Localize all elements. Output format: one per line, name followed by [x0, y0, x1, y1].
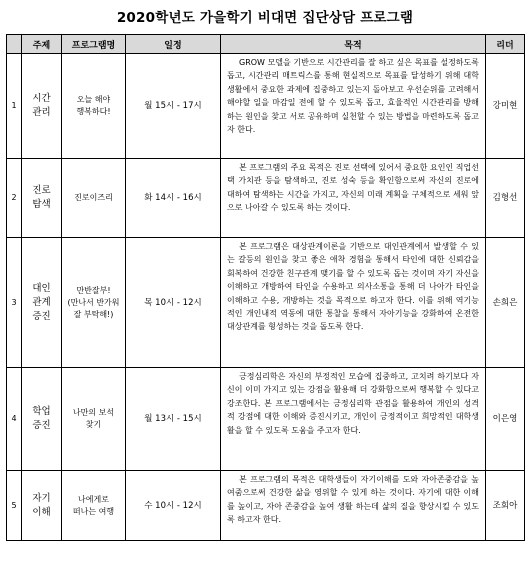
row-leader: 강미현 [486, 54, 525, 159]
row-theme: 자기 이해 [22, 471, 62, 541]
table-row [7, 368, 525, 471]
row-purpose: 긍정심리학은 자신의 부정적인 모습에 집중하고, 고치려 하기보다 자신이 이미 가지고 있는 강점을 활용해 더 강화함으로써 행복할 수 있다고 강조한다. 본 프로그램에서는 긍정심리학 관점을 활용하여 개인의 성격적 강점에 대한 이해와 증진시키고, 개인이 긍정적이고 희망적인 대학생활을 할 수 있도록 도움을 주고자 한다. [221, 368, 486, 471]
table-header-row [7, 35, 525, 54]
row-number: 4 [7, 368, 22, 471]
header-program: 프로그램명 [62, 35, 126, 54]
row-purpose: GROW 모델을 기반으로 시간관리를 잘 하고 싶은 목표를 설정하도록 돕고, 시간관리 매트릭스를 통해 현실적으로 목표를 달성하기 위해 대학생활에서 중요한 과제에 집중하고 있는지 돌아보고 우선순위를 고려해서 해야할 일을 마감일 전에 할 수 있도록 돕고, 효율적인 시간관리를 방해하는 원인을 찾고 서로 공유하며 실천할 수 있는 방법을 마련하도록 돕고자 한다. [221, 54, 486, 159]
row-schedule: 목 10시 - 12시 [126, 238, 221, 368]
row-theme: 시간 관리 [22, 54, 62, 159]
row-program: 나만의 보석 찾기 [62, 368, 126, 471]
row-leader: 손희은 [486, 238, 525, 368]
page-title: 2020학년도 가을학기 비대면 집단상담 프로그램 [116, 10, 414, 26]
header-purpose: 목적 [221, 35, 486, 54]
row-number: 3 [7, 238, 22, 368]
row-purpose: 본 프로그램의 주요 목적은 진로 선택에 있어서 중요한 요인인 직업선택 가치관 등을 탐색하고, 진로 성숙 등을 확인함으로써 자신의 진로에 대하여 탐색하는 시간을 가지고, 자신의 미래 계획을 구체적으로 세워 앞으로 나아갈 수 있도록 하는 것이다. [221, 159, 486, 238]
row-number: 1 [7, 54, 22, 159]
table-row [7, 238, 525, 368]
table-row [7, 471, 525, 541]
row-leader: 이은영 [486, 368, 525, 471]
row-program: 나에게로 떠나는 여행 [62, 471, 126, 541]
row-purpose: 본 프로그램의 목적은 대학생들이 자기이해를 도와 자아존중감을 높여줌으로써 건강한 삶을 영위할 수 있게 하는 것이다. 자기에 대한 이해를 높이고, 자아 존중감을 높여 생활 하는데 삶의 질을 향상시킬 수 있도록 하고자 한다. [221, 471, 486, 541]
row-schedule: 화 14시 - 16시 [126, 159, 221, 238]
row-number: 2 [7, 159, 22, 238]
row-program: 진로이즈리 [62, 159, 126, 238]
table-row [7, 54, 525, 159]
header-theme: 주제 [22, 35, 62, 54]
header-leader: 리더 [486, 35, 525, 54]
header-no [7, 35, 22, 54]
program-table [6, 34, 525, 541]
row-theme: 대인 관계 증진 [22, 238, 62, 368]
row-number: 5 [7, 471, 22, 541]
row-theme: 학업 증진 [22, 368, 62, 471]
row-program: 오늘 해야 행복하다! [62, 54, 126, 159]
row-schedule: 월 13시 - 15시 [126, 368, 221, 471]
row-program: 만반잘부! (만나서 반가워 잘 부탁해!) [62, 238, 126, 368]
table-row [7, 159, 525, 238]
row-schedule: 수 10시 - 12시 [126, 471, 221, 541]
row-schedule: 월 15시 - 17시 [126, 54, 221, 159]
row-leader: 조회아 [486, 471, 525, 541]
header-schedule: 일정 [126, 35, 221, 54]
row-theme: 진로 탐색 [22, 159, 62, 238]
row-purpose: 본 프로그램은 대상관계이론을 기반으로 대인관계에서 발생할 수 있는 갈등의 원인을 찾고 좋은 애착 경험을 통해서 타인에 대한 신뢰감을 회복하여 건강한 친구관계 맺기를 할 수 있도록 돕는 것이며 자기 자신을 이해하고 개방하여 타인을 수용하고 의사소통을 통해 더 나아가 타인을 이해하고 수용, 개방하는 것을 목적으로 하고자 한다. 이를 위해 역기능적인 개인내적 역동에 대한 통찰을 통해서 자아기능을 강화하여 온전한 대상관계를 형성하는 것을 돕도록 한다. [221, 238, 486, 368]
row-leader: 김형선 [486, 159, 525, 238]
